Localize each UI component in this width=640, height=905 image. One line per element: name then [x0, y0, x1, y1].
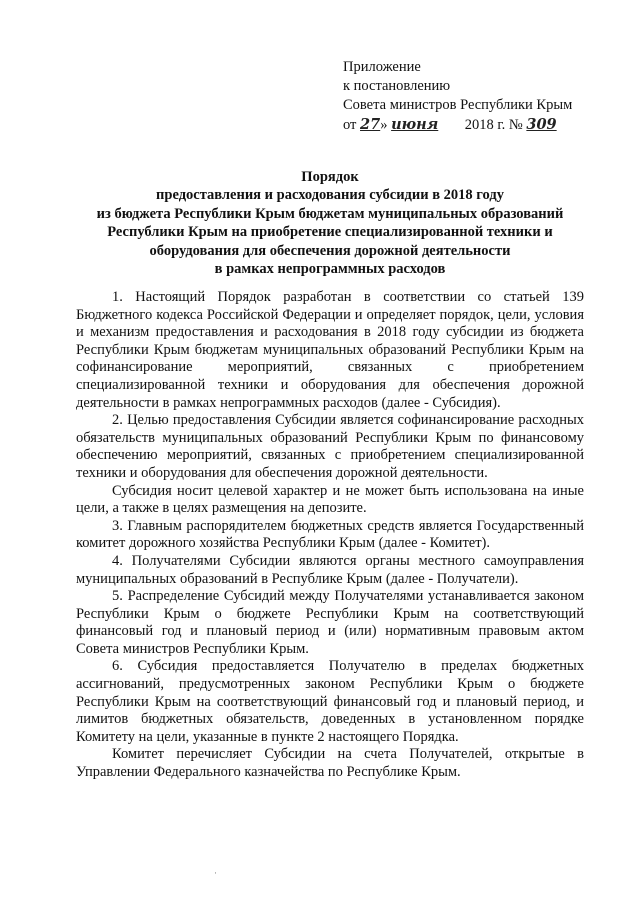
title-line-2: предоставления и расходования субсидии в 2018 году — [156, 187, 504, 204]
title-line-1: Порядок — [301, 169, 359, 185]
date-separator: » — [380, 117, 388, 133]
title-line-3: из бюджета Республики Крым бюджетам муниципальных образований — [96, 205, 564, 222]
paragraph-8: Комитет перечисляет Субсидии на счета Получателей, открытые в Управлении Федерального казначейства по Республике Крым. — [76, 746, 584, 781]
appendix-line-2: к постановлению — [343, 78, 451, 94]
appendix-line-1: Приложение — [343, 59, 421, 75]
title-line-6: в рамках непрограммных расходов — [214, 261, 446, 278]
paragraph-1: 1. Настоящий Порядок разработан в соответствии со статьей 139 Бюджетного кодекса Российской Федерации и определяет порядок, цели, условия и механизм предоставления и расходования в 2018 году субсидии из бюджета Республики Крым бюджетам муниципальных образований Республики Крым на софинансирование мероприятий, связанных с приобретением специализированной техники и оборудования для обеспечения дорожной деятельности в рамках непрограммных расходов (далее - Субсидия). — [76, 289, 584, 411]
scan-speck: · — [214, 868, 217, 878]
paragraph-7: 6. Субсидия предоставляется Получателю в пределах бюджетных ассигнований, предусмотренных законом Республики Крым о бюджете Республики Крым на соответствующий финансовый год и плановый период, и лимитов бюджетных обязательств, доведенных в установленном порядке Комитету на цели, указанные в пункте 2 настоящего Порядка. — [76, 658, 584, 745]
paragraph-4: 3. Главным распорядителем бюджетных средств является Государственный комитет дорожного хозяйства Республики Крым (далее - Комитет). — [76, 517, 584, 552]
paragraph-2: 2. Целью предоставления Субсидии является софинансирование расходных обязательств муниципальных образований Республики Крым по финансовому обеспечению мероприятий, связанных с приобретением специализированной техники и оборудования для обеспечения дорожной деятельности. — [76, 412, 584, 481]
handwritten-doc-number: 309 — [526, 116, 557, 133]
title-line-5: оборудования для обеспечения дорожной деятельности — [149, 242, 511, 259]
handwritten-day: 27 — [360, 116, 381, 133]
paragraph-3: Субсидия носит целевой характер и не может быть использована на иные цели, а также в целях размещения на депозите. — [76, 482, 584, 517]
document-title — [60, 168, 600, 278]
appendix-date-line — [343, 115, 623, 135]
paragraph-6: 5. Распределение Субсидий между Получателями устанавливается законом Республики Крым о бюджете Республики Крым на соответствующий финансовый год и плановый период и (или) нормативным правовым актом Совета министров Республики Крым. — [76, 588, 584, 657]
title-line-4: Республики Крым на приобретение специализированной техники и — [107, 224, 553, 241]
handwritten-month: июня — [391, 116, 439, 133]
appendix-block — [343, 58, 623, 135]
appendix-line-3: Совета министров Республики Крым — [343, 97, 573, 113]
date-year: 2018 г. № — [464, 117, 523, 133]
date-prefix: от — [343, 117, 357, 133]
document-body — [76, 289, 584, 782]
paragraph-5: 4. Получателями Субсидии являются органы местного самоуправления муниципальных образований в Республике Крым (далее - Получатели). — [76, 552, 584, 587]
